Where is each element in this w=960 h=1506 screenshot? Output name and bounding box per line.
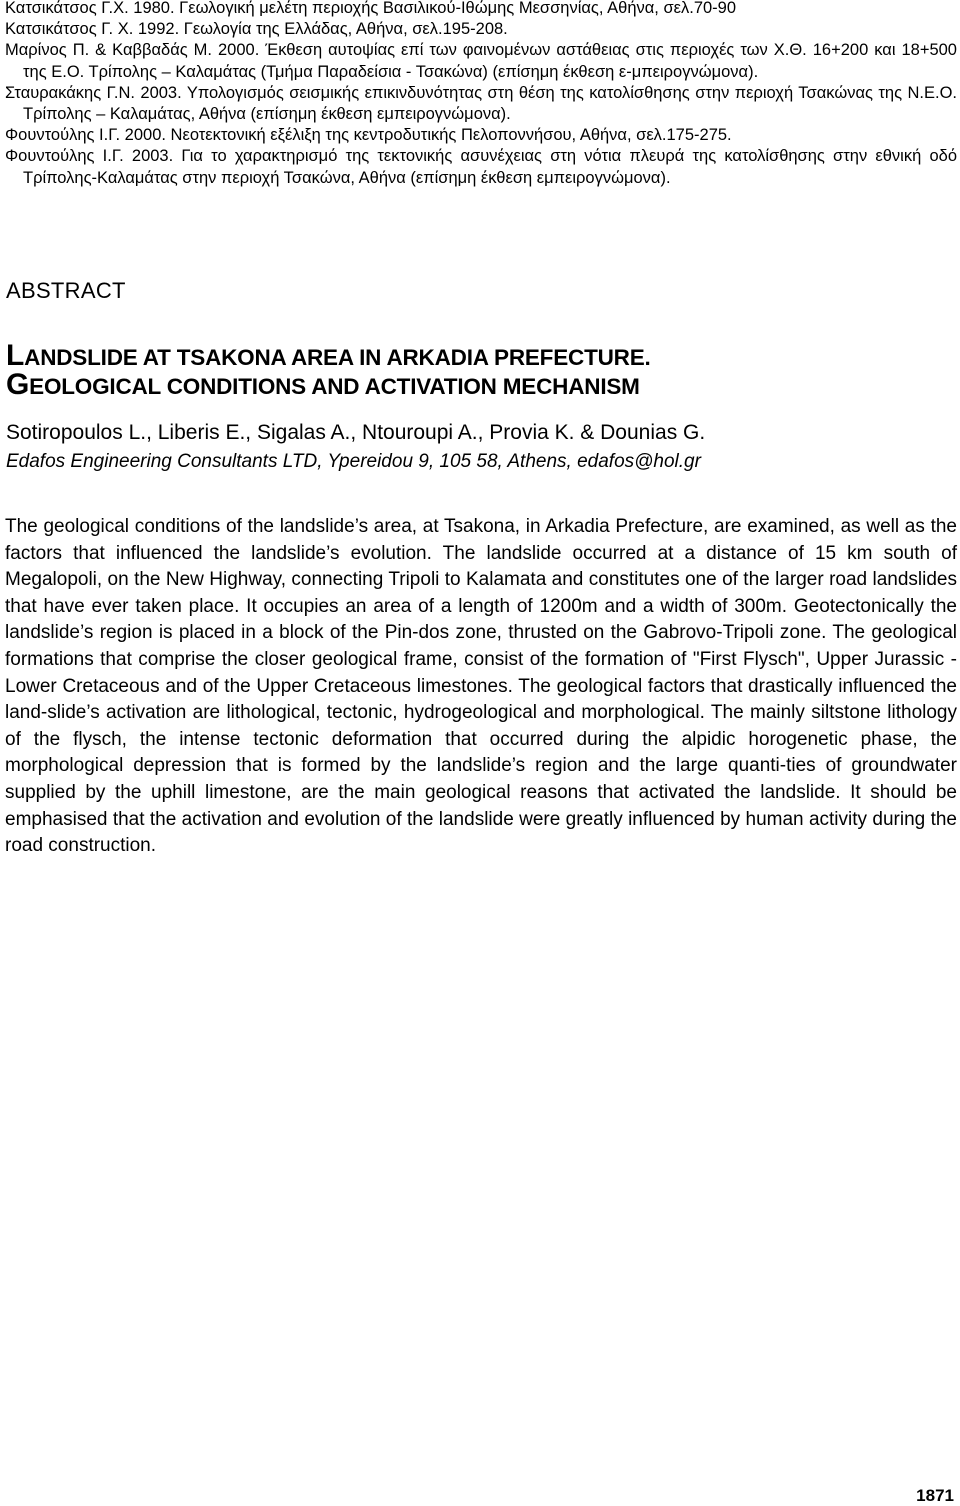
reference-entry: Σταυρακάκης Γ.Ν. 2003. Υπολογισμός σεισμικής επικινδυνότητας στη θέση της κατολίσθησης στην περιοχή Τσακώνας της Ν.Ε.Ο. Τρίπολης – Καλαμάτας, Αθήνα (επίσημη έκθεση εμπειρογνώμονα). [5,83,957,124]
abstract-heading: ABSTRACT [6,278,126,303]
paper-title [6,339,956,401]
reference-entry: Φουντούλης Ι.Γ. 2000. Νεοτεκτονική εξέλιξη της κεντροδυτικής Πελοποννήσου, Αθήνα, σελ.175-275. [5,126,732,145]
title-line-2 [6,367,640,401]
reference-entry: Κατσικάτσος Γ. Χ. 1992. Γεωλογία της Ελλάδας, Αθήνα, σελ.195-208. [5,20,508,39]
title-line-1 [6,339,651,372]
title-line-2-initial: G [6,367,30,401]
author-list: Sotiropoulos L., Liberis E., Sigalas A., Ntouroupi A., Provia K. & Dounias G. [6,421,706,444]
abstract-body: The geological conditions of the landslide’s area, at Tsakona, in Arkadia Prefecture, are examined, as well as the factors that influenced the landslide’s evolution. The landslide occurred at a distance of 15 km south of Megalopoli, on the New Highway, connecting Tripoli to Kalamata and constitutes one of the larger road landslides that have ever taken place. It occupies an area of a length of 1200m and a width of 300m. Geotectonically the landslide’s region is placed in a block of the Pin-dos zone, thrusted on the Gabrovo-Tripoli zone. The geological formations that comprise the closer geological frame, consist of the formation of "First Flysch", Upper Jurassic - Lower Cretaceous and of the Upper Cretaceous limestones. The geological factors that drastically influenced the land-slide’s activation are lithological, tectonic, hydrogeological and morphological. The mainly siltstone lithology of the flysch, the intense tectonic deformation that occurred during the alpidic horogenetic phase, the morphological depression that is formed by the landslide’s region and the large quanti-ties of groundwater supplied by the uphill limestone, are the main geological reasons that activated the landslide. It should be emphasised that the activation and evolution of the landslide were greatly influenced by human activity during the road construction. [5,516,957,857]
reference-entry: Κατσικάτσος Γ.Χ. 1980. Γεωλογική μελέτη περιοχής Βασιλικού-Ιθώμης Μεσσηνίας, Αθήνα, σελ.70-90 [5,0,737,17]
reference-entry: Φουντούλης Ι.Γ. 2003. Για το χαρακτηρισμό της τεκτονικής ασυνέχειας στη νότια πλευρά της κατολίσθησης στην εθνική οδό Τρίπολης-Καλαμάτας στην περιοχή Τσακώνα, Αθήνα (επίσημη έκθεση εμπειρογνώμονα). [5,147,957,187]
title-line-1-text: ANDSLIDE AT TSAKONA AREA IN ARKADIA PREFECTURE. [24,345,651,370]
reference-entry: Μαρίνος Π. & Καββαδάς Μ. 2000. Έκθεση αυτοψίας επί των φαινομένων αστάθειας στις περιοχές των Χ.Θ. 16+200 και 18+500 της Ε.Ο. Τρίπολης – Καλαμάτας (Τμήμα Παραδείσια - Τσακώνα) (επίσημη έκθεση ε-μπειρογνώμονα). [5,41,957,81]
page-number: 1871 [916,1486,954,1505]
author-affiliation: Edafos Engineering Consultants LTD, Ypereidou 9, 105 58, Athens, edafos@hol.gr [6,451,701,472]
title-line-1-initial: L [6,339,25,372]
title-line-2-text: EOLOGICAL CONDITIONS AND ACTIVATION MECHANISM [29,373,640,399]
reference-list [5,0,957,189]
